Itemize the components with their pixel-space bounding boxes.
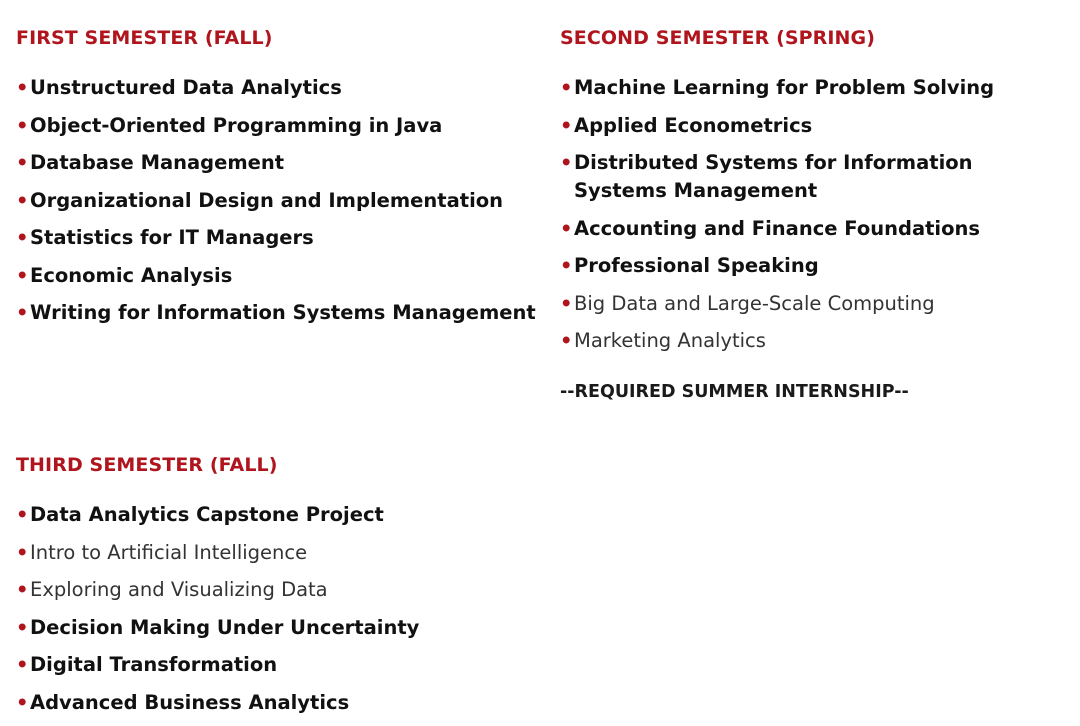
course-item (16, 299, 536, 327)
course-list (16, 74, 536, 327)
course-name: Big Data and Large-Scale Computing (574, 291, 935, 315)
course-name: Economic Analysis (30, 263, 233, 287)
course-item (560, 252, 1070, 280)
course-item (560, 149, 1070, 205)
course-name: Unstructured Data Analytics (30, 76, 342, 99)
course-name: Database Management (30, 151, 285, 174)
bullet-icon: • (560, 113, 573, 137)
bullet-icon: • (560, 151, 573, 174)
internship-note: --REQUIRED SUMMER INTERNSHIP-- (560, 382, 909, 402)
bullet-icon: • (16, 301, 29, 324)
semester-heading: THIRD SEMESTER (FALL) (16, 454, 278, 476)
course-item (560, 290, 1070, 318)
bullet-icon: • (16, 226, 29, 249)
course-item (560, 327, 1070, 355)
bullet-icon: • (560, 291, 573, 315)
course-name: Writing for Information Systems Management (30, 301, 536, 324)
course-item (16, 576, 536, 604)
first-semester-section (16, 26, 536, 337)
course-item (16, 501, 536, 529)
course-name: Marketing Analytics (574, 329, 766, 352)
bullet-icon: • (16, 263, 29, 287)
bullet-icon: • (16, 503, 29, 526)
semester-heading: SECOND SEMESTER (SPRING) (560, 27, 876, 49)
course-name: Distributed Systems for Information Systems Management (574, 151, 973, 202)
bullet-icon: • (16, 653, 29, 676)
bullet-icon: • (16, 578, 29, 601)
course-list (560, 74, 1070, 355)
course-item (16, 112, 536, 140)
third-semester-section (16, 453, 536, 726)
course-name: Advanced Business Analytics (30, 690, 350, 714)
bullet-icon: • (560, 216, 573, 240)
course-list (16, 501, 536, 717)
course-item (16, 224, 536, 252)
bullet-icon: • (16, 151, 29, 174)
course-item (560, 112, 1070, 140)
bullet-icon: • (16, 188, 29, 212)
course-name: Organizational Design and Implementation (30, 188, 504, 212)
bullet-icon: • (16, 540, 29, 564)
course-name: Intro to Artificial Intelligence (30, 540, 308, 564)
course-item (16, 149, 536, 177)
course-name: Professional Speaking (574, 254, 819, 277)
course-name: Exploring and Visualizing Data (30, 578, 328, 601)
bullet-icon: • (16, 690, 29, 714)
course-item (16, 262, 536, 290)
course-name: Applied Econometrics (574, 113, 813, 137)
bullet-icon: • (16, 615, 29, 639)
course-item (16, 614, 536, 642)
course-item (560, 215, 1070, 243)
course-item (16, 74, 536, 102)
course-item (16, 539, 536, 567)
course-item (16, 187, 536, 215)
course-item (16, 651, 536, 679)
course-name: Statistics for IT Managers (30, 226, 314, 249)
bullet-icon: • (16, 76, 29, 99)
second-semester-section (560, 26, 1070, 403)
course-item (560, 74, 1070, 102)
bullet-icon: • (16, 113, 29, 137)
bullet-icon: • (560, 254, 573, 277)
course-name: Data Analytics Capstone Project (30, 503, 384, 526)
course-name: Object-Oriented Programming in Java (30, 113, 443, 137)
bullet-icon: • (560, 329, 573, 352)
course-item (16, 689, 536, 717)
course-name: Decision Making Under Uncertainty (30, 615, 420, 639)
semester-heading: FIRST SEMESTER (FALL) (16, 27, 273, 49)
course-name: Digital Transformation (30, 653, 278, 676)
course-name: Accounting and Finance Foundations (574, 216, 980, 240)
course-name: Machine Learning for Problem Solving (574, 76, 995, 99)
bullet-icon: • (560, 76, 573, 99)
